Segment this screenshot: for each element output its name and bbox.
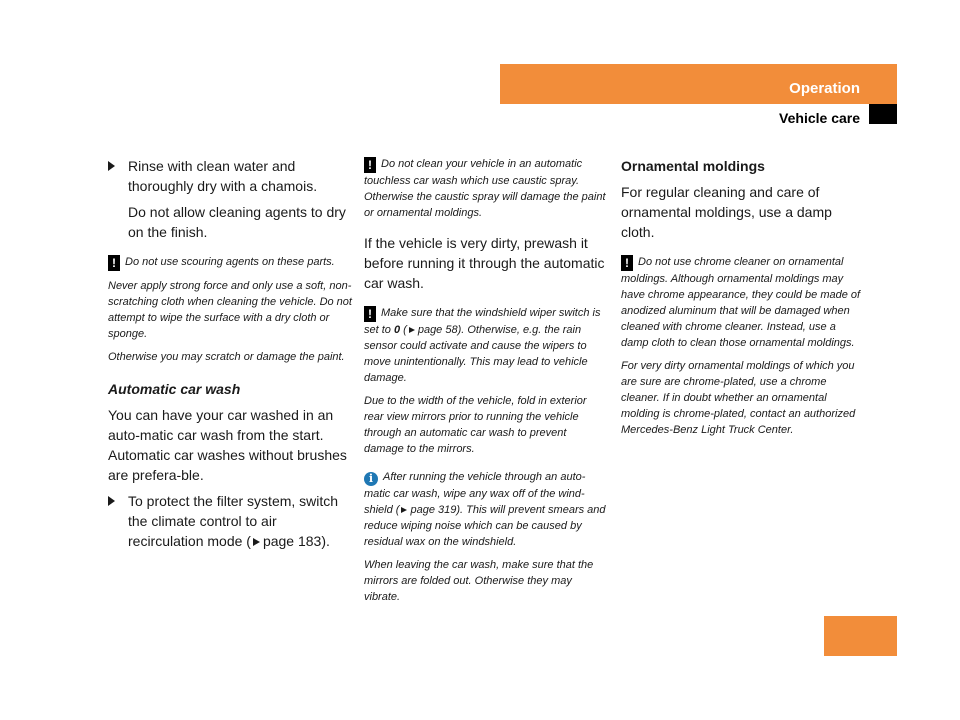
heading-automatic-car-wash: Automatic car wash [108, 381, 241, 397]
page-reference-icon [409, 327, 415, 333]
warning-scratch-paint: Otherwise you may scratch or damage the paint. [108, 351, 345, 363]
page-number-box [824, 616, 897, 656]
page-reference-319[interactable]: page 319 [410, 504, 457, 516]
warning-icon: ! [108, 255, 120, 271]
bullet-triangle-icon [108, 161, 115, 171]
warning-wiper-switch: ! Make sure that the windshield wiper switch is set to 0 ( page 58). Otherwise, e.g. the rain sensor could activate and cause the wipers to move unintentionally. This may lead to vehicle damage. [364, 307, 601, 384]
warning-icon: ! [621, 255, 633, 271]
column-right [621, 156, 866, 445]
info-icon: i [364, 472, 378, 486]
bullet-triangle-icon [108, 496, 115, 506]
warning-chrome-cleaner: ! Do not use chrome cleaner on ornamental moldings. Although ornamental moldings may have chrome appearance, they could be made of anodized aluminum that will be damaged when cleaned with chrome cleaner. Instead, use a damp cloth to clean those ornamental moldings. [621, 256, 861, 349]
paragraph-automatic-car-wash: You can have your car washed in an auto-matic car wash from the start. Automatic car washes without brushes are prefera-ble. [108, 407, 347, 483]
warning-icon: ! [364, 157, 376, 173]
info-wipe-wax: i After running the vehicle through an auto-matic car wash, wipe any wax off of the wind-shield ( page 319). This will prevent smears and reduce wiping noise which can be caused by residual wax on the windshield. [364, 471, 606, 548]
warning-soft-cloth: Never apply strong force and only use a soft, non-scratching cloth when cleaning the vehicle. Do not attempt to wipe the surface with a dry cloth or sponge. [108, 280, 352, 340]
warning-touchless-wash: ! Do not clean your vehicle in an automatic touchless car wash which use caustic spray. Otherwise the caustic spray will damage the paint or ornamental moldings. [364, 158, 606, 219]
paragraph-ornamental-moldings: For regular cleaning and care of ornamental moldings, use a damp cloth. [621, 184, 832, 240]
info-mirrors-folded-out: When leaving the car wash, make sure that the mirrors are folded out. Otherwise they may vibrate. [364, 559, 594, 603]
page-reference-183[interactable]: page 183 [262, 533, 322, 549]
subsection-title: Vehicle care [779, 110, 860, 126]
column-left [108, 156, 353, 557]
page-reference-58[interactable]: page 58 [417, 324, 458, 336]
page-reference-icon [253, 538, 260, 546]
column-middle [364, 156, 608, 612]
wiper-position-zero: 0 [393, 324, 401, 336]
heading-ornamental-moldings: Ornamental moldings [621, 158, 765, 174]
section-title: Operation [789, 80, 860, 97]
paragraph-prewash: If the vehicle is very dirty, prewash it before running it through the automatic car wash. [364, 235, 605, 291]
warning-icon: ! [364, 306, 376, 322]
page-number: 317 [898, 619, 924, 636]
warning-chrome-plated: For very dirty ornamental moldings of which you are sure are chrome-plated, use a chrome cleaner. If in doubt whether an ornamental molding is chrome-plated, contact an authorized Mercedes-Benz Light Truck Center. [621, 360, 856, 436]
warning-scouring: ! Do not use scouring agents on these parts. [108, 254, 353, 271]
instruction-rinse: Rinse with clean water and thoroughly dry with a chamois. [108, 156, 353, 196]
warning-fold-mirrors: Due to the width of the vehicle, fold in exterior rear view mirrors prior to running the vehicle through an automatic car wash to prevent damage to the mirrors. [364, 395, 587, 455]
header-tab-marker [869, 104, 897, 124]
page-reference-icon [401, 507, 407, 513]
paragraph-cleaning-agents: Do not allow cleaning agents to dry on the finish. [128, 204, 346, 240]
instruction-filter-system: To protect the filter system, switch the climate control to air recirculation mode ( page 183). [108, 491, 353, 551]
